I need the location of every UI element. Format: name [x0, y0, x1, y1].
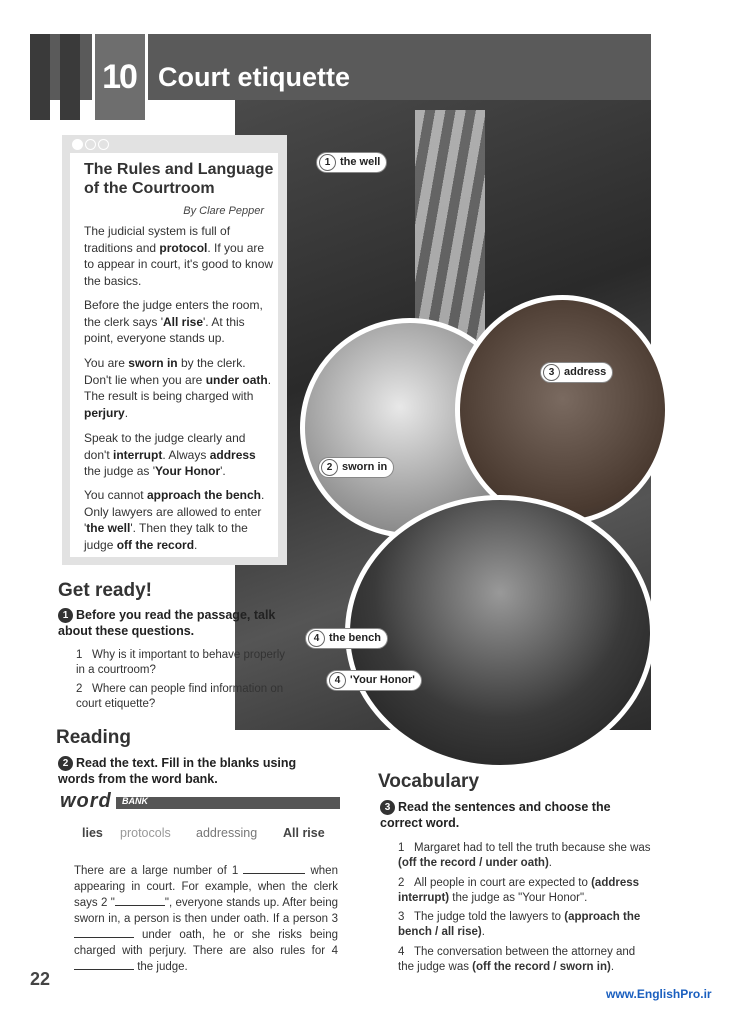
reading-instruction: 2 Read the text. Fill in the blanks using words from the word bank.: [58, 756, 297, 787]
page-number: 22: [30, 969, 51, 989]
word-bank-logo: word: [60, 790, 112, 812]
article-paragraph: You are sworn in by the clerk. Don't lie when you are under oath. The result is being charged with perjury.: [84, 356, 272, 420]
question-item: 2 Where can people find information on court etiquette?: [76, 683, 284, 710]
header-stripe: [30, 34, 50, 120]
label-text: 'Your Honor': [350, 674, 415, 686]
article-title: The Rules and Language of the Courtroom: [84, 161, 274, 197]
word-bank-bar: [116, 797, 340, 809]
blank-1[interactable]: [243, 863, 305, 874]
photo-label: [326, 670, 422, 691]
label-number: 4: [329, 672, 346, 689]
word-bank-word: All rise: [283, 826, 325, 840]
dots-decoration: [72, 139, 111, 153]
label-text: the well: [340, 156, 381, 168]
question-number: 3: [380, 800, 395, 815]
article-paragraph: The judicial system is full of traditions and protocol. If you are to appear in court, it's good to know the basics.: [84, 224, 274, 288]
page-title: Court etiquette: [158, 62, 350, 92]
fill-in-text: There are a large number of 1 when appearing in court. For example, when the clerk says 2 " ", everyone stands up. After being sworn in, a person is then under oath. If a person 3 under oath, he or she risks being charged with perjury. There are also rules for 4 the judge.: [74, 865, 338, 973]
label-number: 1: [319, 154, 336, 171]
blank-3[interactable]: [74, 927, 134, 938]
word-bank-word: protocols: [120, 826, 171, 840]
vocabulary-item: 3 The judge told the lawyers to (approach the bench / all rise).: [398, 911, 641, 938]
word-bank-label: BANK: [122, 796, 148, 806]
word-bank-word: addressing: [196, 826, 258, 840]
vocabulary-item: 4 The conversation between the attorney and the judge was (off the record / sworn in).: [398, 946, 636, 973]
blank-4[interactable]: [74, 959, 134, 970]
get-ready-heading: Get ready!: [58, 580, 152, 601]
article-paragraph: Speak to the judge clearly and don't interrupt. Always address the judge as 'Your Honor'.: [84, 431, 256, 478]
label-text: sworn in: [342, 461, 388, 473]
word-bank-word: lies: [82, 826, 103, 840]
get-ready-instruction: 1 Before you read the passage, talk about these questions.: [58, 608, 276, 639]
question-item: 1 Why is it important to behave properly in a courtroom?: [76, 649, 286, 676]
photo-label: [540, 362, 613, 383]
label-number: 3: [543, 364, 560, 381]
photo-label: [316, 152, 387, 173]
header-stripe: [60, 34, 80, 120]
blank-2[interactable]: [115, 895, 165, 906]
label-number: 2: [321, 459, 338, 476]
address-photo: [455, 295, 670, 525]
label-text: address: [564, 366, 607, 378]
article-author: By Clare Pepper: [183, 205, 264, 217]
vocabulary-heading: Vocabulary: [378, 771, 480, 792]
judge-photo: [345, 495, 655, 770]
article-paragraph: You cannot approach the bench. Only lawyers are allowed to enter 'the well'. Then they talk to the judge off the record.: [84, 488, 265, 552]
question-number: 1: [58, 608, 73, 623]
photo-label: [305, 628, 388, 649]
vocabulary-item: 1 Margaret had to tell the truth because she was (off the record / under oath).: [398, 842, 651, 869]
label-number: 4: [308, 630, 325, 647]
reading-heading: Reading: [56, 727, 131, 748]
article-paragraph: Before the judge enters the room, the clerk says 'All rise'. At this point, everyone stands up.: [84, 298, 263, 345]
vocabulary-item: 2 All people in court are expected to (address interrupt) the judge as "Your Honor".: [398, 877, 640, 904]
vocabulary-instruction: 3 Read the sentences and choose the correct word.: [380, 800, 611, 831]
unit-number: 10: [102, 58, 136, 96]
photo-label: [318, 457, 394, 478]
label-text: the bench: [329, 632, 381, 644]
watermark-link[interactable]: www.EnglishPro.ir: [606, 987, 712, 1001]
flag-image: [415, 110, 485, 340]
question-number: 2: [58, 756, 73, 771]
